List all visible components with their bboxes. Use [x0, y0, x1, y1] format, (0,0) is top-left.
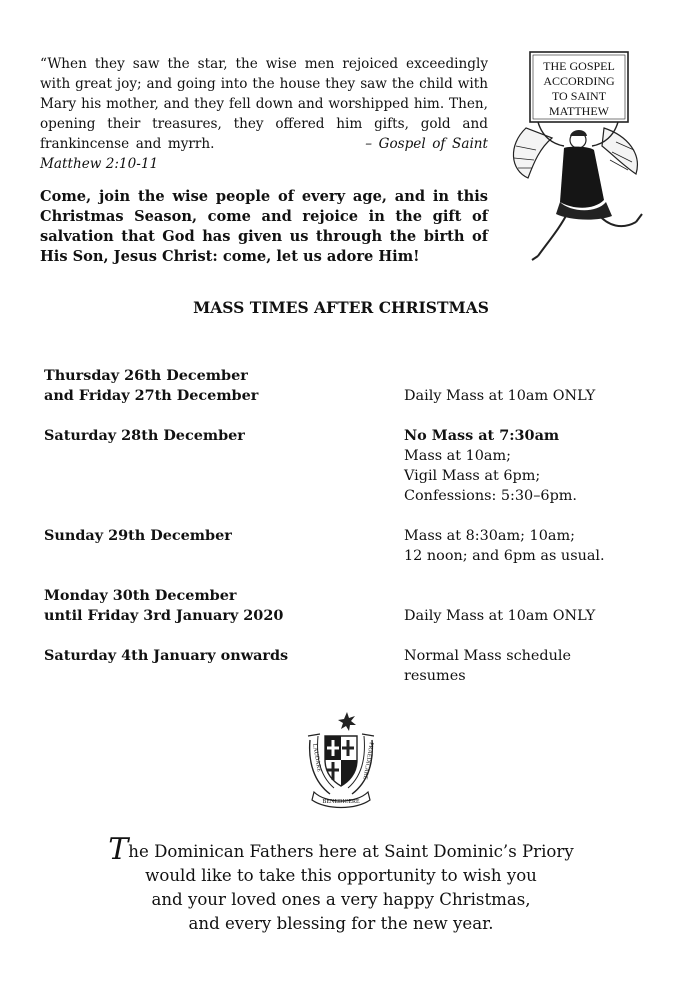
schedule-time-line: Normal Mass schedule — [404, 648, 572, 664]
schedule-day-line: and Friday 27th December — [44, 387, 259, 404]
seal-motto-bottom: BENEDICERE — [322, 799, 360, 805]
seal-motto-left: LAUDARE — [311, 743, 322, 773]
mass-times-heading-text: MASS TIMES AFTER CHRISTMAS — [193, 298, 489, 317]
schedule-day-line: Saturday 4th January onwards — [44, 647, 289, 664]
schedule-day-line: Saturday 28th December — [44, 427, 245, 444]
schedule-time-line: Daily Mass at 10am ONLY — [404, 608, 596, 624]
schedule-time-line: resumes — [404, 668, 466, 684]
quote-text: “When they saw the star, the wise men rejoiced exceedingly with great joy; and going into the house they saw the child with Mary his mother, and they fell down and worshipped him. Then, opening their treasures, they offered him gifts, gold and frankincense and myrrh. — [40, 56, 488, 152]
gospel-quote — [40, 54, 488, 174]
schedule-time-line — [404, 366, 644, 386]
mass-times-heading — [0, 298, 682, 317]
emblem-sign-line: THE GOSPEL — [543, 59, 615, 73]
schedule-time-line: Mass at 8:30am; 10am; — [404, 528, 575, 544]
closing-line — [0, 832, 682, 867]
seal-star-icon — [338, 712, 356, 731]
schedule-day — [44, 366, 404, 406]
emblem-sign-line: TO SAINT — [551, 89, 607, 103]
schedule-times — [404, 586, 644, 626]
schedule-times — [404, 646, 644, 686]
closing-line: and every blessing for the new year. — [188, 914, 494, 933]
quote-citation: – Gospel of Saint Matthew 2:10-11 — [40, 136, 489, 172]
schedule-time-line: No Mass at 7:30am — [404, 427, 560, 444]
schedule-times — [404, 526, 644, 566]
schedule-day-line: Sunday 29th December — [44, 527, 232, 544]
mass-schedule — [44, 366, 644, 686]
schedule-day — [44, 646, 404, 686]
schedule-time-line — [404, 586, 644, 606]
schedule-day-line: Thursday 26th December — [44, 367, 248, 384]
closing-line: and your loved ones a very happy Christmas, — [151, 890, 531, 909]
schedule-time-line: Vigil Mass at 6pm; — [404, 468, 541, 484]
schedule-times — [404, 366, 644, 406]
schedule-day — [44, 526, 404, 566]
schedule-time-line: Mass at 10am; — [404, 448, 511, 464]
schedule-day-line: Monday 30th December — [44, 587, 237, 604]
schedule-day-line: until Friday 3rd January 2020 — [44, 607, 284, 624]
schedule-row — [44, 366, 644, 406]
schedule-row — [44, 526, 644, 566]
closing-line-text: he Dominican Fathers here at Saint Dominic’s Priory — [128, 842, 574, 861]
schedule-row — [44, 426, 644, 506]
closing-line: would like to take this opportunity to wish you — [145, 866, 537, 885]
invitation-text: Come, join the wise people of every age, and in this Christmas Season, come and rejoice in the gift of salvation that God has given us through the birth of His Son, Jesus Christ: come, let us adore Him! — [40, 188, 488, 265]
schedule-row — [44, 646, 644, 686]
schedule-time-line: 12 noon; and 6pm as usual. — [404, 548, 605, 564]
saint-matthew-emblem — [508, 50, 644, 262]
schedule-day — [44, 586, 404, 626]
schedule-time-line: Daily Mass at 10am ONLY — [404, 388, 596, 404]
dominican-seal — [300, 710, 382, 812]
schedule-times — [404, 426, 644, 506]
schedule-row — [44, 586, 644, 626]
emblem-sign-line: MATTHEW — [549, 104, 609, 118]
closing-greeting — [0, 832, 682, 936]
seal-motto-right: PRAEDICARE — [361, 741, 374, 780]
schedule-time-line: Confessions: 5:30–6pm. — [404, 488, 577, 504]
emblem-sign-line: ACCORDING — [543, 74, 615, 88]
closing-dropcap: T — [108, 832, 129, 867]
schedule-day — [44, 426, 404, 506]
